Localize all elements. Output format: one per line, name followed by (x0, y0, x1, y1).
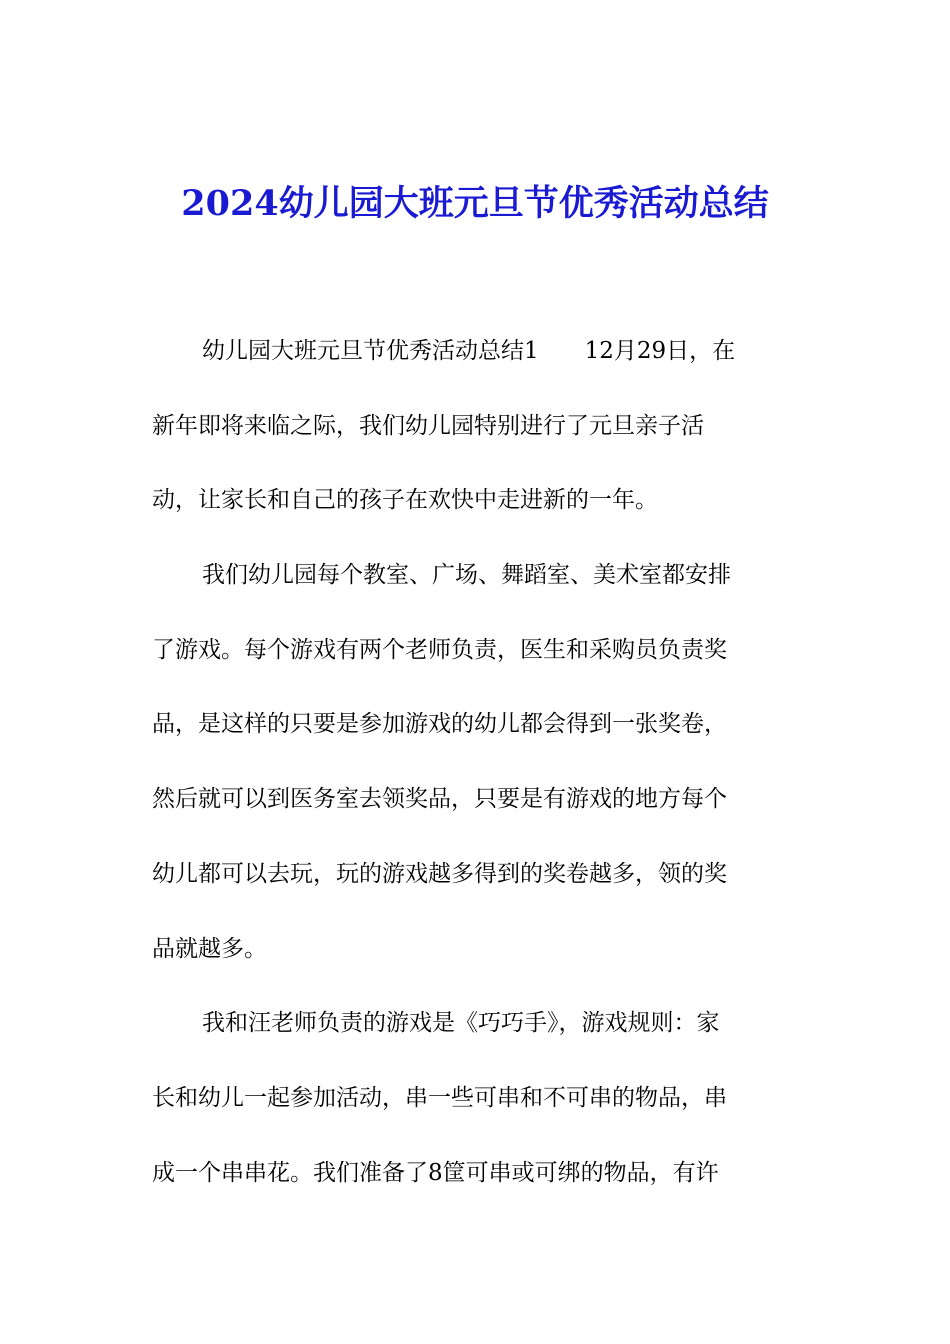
text-line: 我们幼儿园每个教室、广场、舞蹈室、美术室都安排 (202, 562, 731, 589)
text-line: 新年即将来临之际，我们幼儿园特别进行了元旦亲子活 (152, 412, 704, 439)
text-line: 我和汪老师负责的游戏是《巧巧手》，游戏规则：家 (202, 1010, 720, 1037)
text-line: 然后就可以到医务室去领奖品，只要是有游戏的地方每个 (152, 786, 727, 813)
text-line: 幼儿都可以去玩，玩的游戏越多得到的奖卷越多，领的奖 (152, 860, 727, 887)
document-title: 2024幼儿园大班元旦节优秀活动总结 (181, 183, 769, 224)
text-line: 了游戏。每个游戏有两个老师负责，医生和采购员负责奖 (152, 636, 727, 663)
document-body (152, 322, 802, 1218)
text-line-date: 12月29日，在 (584, 338, 736, 364)
text-line: 长和幼儿一起参加活动，串一些可串和不可串的物品，串 (152, 1084, 727, 1111)
text-line-content: 幼儿园大班元旦节优秀活动总结1 (202, 338, 539, 364)
text-line (152, 322, 802, 397)
text-line: 成一个串串花。我们准备了8筐可串或可绑的物品，有许 (152, 1159, 719, 1186)
text-line: 品就越多。 (152, 935, 267, 962)
text-line: 品，是这样的只要是参加游戏的幼儿都会得到一张奖卷， (152, 711, 727, 738)
text-line: 动，让家长和自己的孩子在欢快中走进新的一年。 (152, 487, 658, 514)
